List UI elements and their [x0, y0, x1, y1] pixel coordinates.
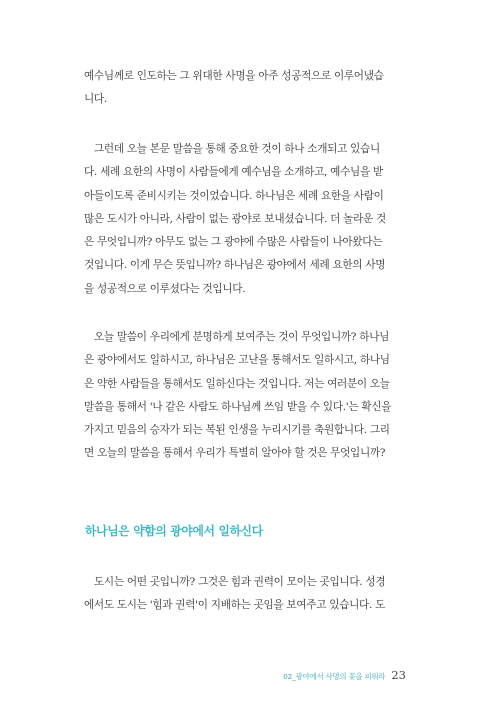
paragraph-continuation: 예수님께로 인도하는 그 위대한 사명을 아주 성공적으로 이루어냈습 니다. — [84, 70, 384, 106]
paragraph-city: 도시는 어떤 곳입니까? 그것은 힘과 권력이 모이는 곳입니다. 성경 에서도 도시는 '힘과 권력'이 지배하는 곳임을 보여주고 있습니다. 도 — [84, 576, 386, 612]
paragraph-wilderness-mission: 그런데 오늘 본문 말씀을 통해 중요한 것이 하나 소개되고 있습니 다. 세례 요한의 사명이 사람들에게 예수님을 소개하고, 예수님을 받 아들이도록 준비시키는 것이었습니다. 하나님은 세례 요한을 사람이 많은 도시가 아니라, 사람이 없는 광야로 보내셨습니다. 더 놀라운 것 은 무엇입니까? 아무도 없는 그 광야에 수많은 사람들이 나아왔다는 것입니다. 이게 무슨 뜻입니까? 하나님은 광야에서 세례 요한의 사명 을 성공적으로 이루셨다는 것입니다. — [84, 143, 386, 295]
section-heading: 하나님은 약함의 광야에서 일하신다 — [85, 524, 263, 538]
page-footer — [283, 668, 406, 682]
page-number: 23 — [391, 668, 406, 682]
paragraph-god-works-through-weakness: 오늘 말씀이 우리에게 분명하게 보여주는 것이 무엇입니까? 하나님 은 광야에서도 일하시고, 하나님은 고난을 통해서도 일하시고, 하나님 은 약한 사람들을 통해서도 일하신다는 것입니다. 저는 여러분이 오늘 말씀을 통해서 '나 같은 사람도 하나님께 쓰임 받을 수 있다.'는 확신을 가지고 믿음의 승자가 되는 복된 인생을 누리시기를 축원합니다. 그리 면 오늘의 말씀을 통해서 우리가 특별히 알아야 할 것은 무엇입니까? — [84, 331, 392, 460]
running-chapter-title: 02_광야에서 사명의 꽃을 피워라 — [283, 672, 386, 681]
